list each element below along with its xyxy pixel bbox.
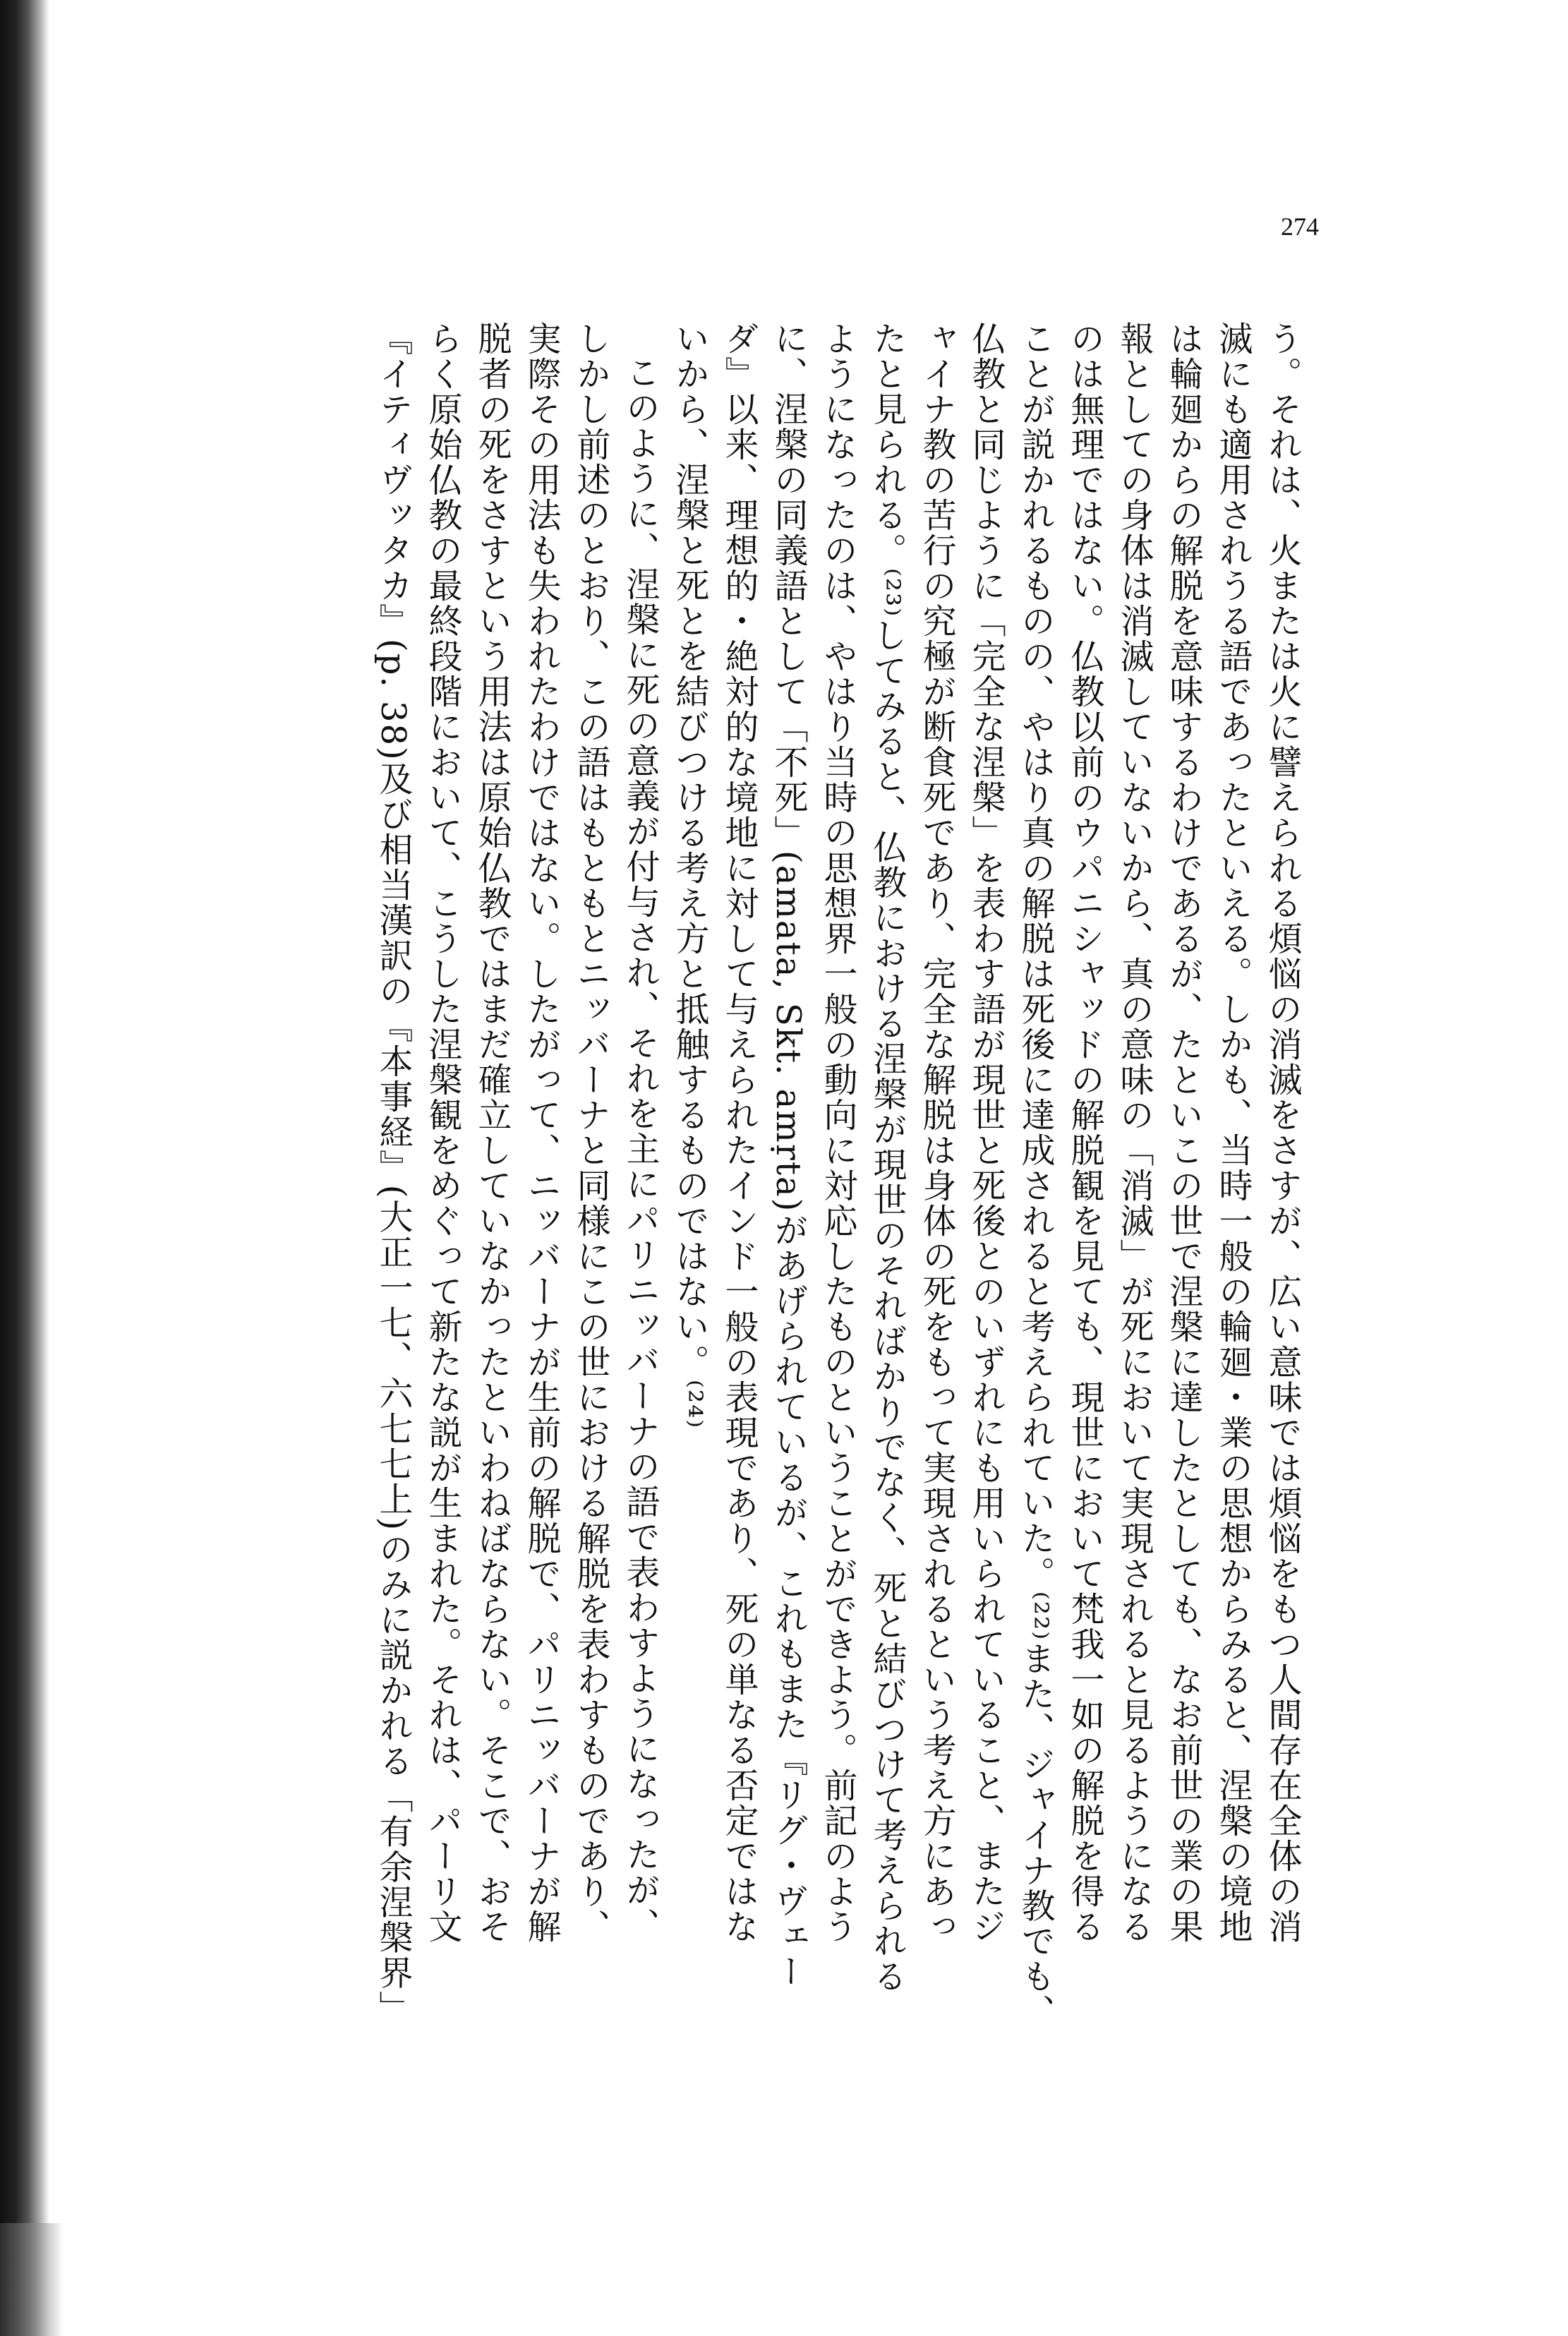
binding-shadow (0, 0, 49, 2336)
text-line: 仏教と同じように「完全な涅槃」を表わす語が現世と死後とのいずれにも用いられていること、またジ (966, 321, 1006, 1944)
body-text (368, 321, 1307, 2030)
text-line: 脱者の死をさすという用法は原始仏教ではまだ確立していなかったといわねばならない。そこで、おそ (472, 321, 512, 1944)
text-line: しかし前述のとおり、この語はもともとニッバーナと同様にこの世における解脱を表わすものであり、 (571, 321, 610, 1944)
text-line: 『イティヴッタカ』(p. 38)及び相当漢訳の『本事経』(大正一七、六七七上)のみに説かれる「有余涅槃界」 (373, 321, 413, 2026)
text-line: らく原始仏教の最終段階において、こうした涅槃観をめぐって新たな説が生まれた。それは、パーリ文 (423, 321, 462, 1944)
text-line: 実際その用法も失われたわけではない。したがって、ニッバーナが生前の解脱で、パリニッバーナが解 (521, 321, 561, 1944)
text-line: ことが説かれるものの、やはり真の解脱は死後に達成されると考えられていた。⁽²²⁾また、ジャイナ教でも、 (1015, 321, 1055, 2030)
paragraph-start-line: このように、涅槃に死の意義が付与され、それを主にパリニッバーナの語で表わすようになったが、 (620, 355, 660, 1943)
text-line: ようになったのは、やはり当時の思想界一般の動向に対応したものということができよう。前記のよう (818, 321, 857, 1944)
text-line: に、涅槃の同義語として「不死」(amata, Skt. amṛta)があげられているが、これもまた『リグ・ヴェー (768, 321, 808, 1989)
text-line: ダ』以来、理想的・絶対的な境地に対して与えられたインド一般の表現であり、死の単なる否定ではな (719, 321, 759, 1944)
text-line: いから、涅槃と死とを結びつける考え方と抵触するものではない。⁽²⁴⁾ (670, 321, 709, 1430)
text-line: は輪廻からの解脱を意味するわけであるが、たといこの世で涅槃に達したとしても、なお前世の業の果 (1164, 321, 1203, 1944)
text-line: 滅にも適用されうる語であったといえる。しかも、当時一般の輪廻・業の思想からみると、涅槃の境地 (1213, 321, 1253, 1944)
text-line: 報としての身体は消滅していないから、真の意味の「消滅」が死において実現されると見るようになる (1114, 321, 1154, 1944)
binding-shadow-bottom (0, 2223, 64, 2336)
text-line: ャイナ教の苦行の究極が断食死であり、完全な解脱は身体の死をもって実現されるという考え方にあっ (917, 321, 956, 1944)
text-line: たと見られる。⁽²³⁾してみると、仏教における涅槃が現世のそればかりでなく、死と結びつけて考えられる (867, 321, 907, 1994)
page-number: 274 (1281, 212, 1319, 241)
text-line: う。それは、火または火に譬えられる煩悩の消滅をさすが、広い意味では煩悩をもつ人間存在全体の消 (1262, 321, 1302, 1944)
text-line: のは無理ではない。仏教以前のウパニシャッドの解脱観を見ても、現世において梵我一如の解脱を得る (1065, 321, 1104, 1944)
